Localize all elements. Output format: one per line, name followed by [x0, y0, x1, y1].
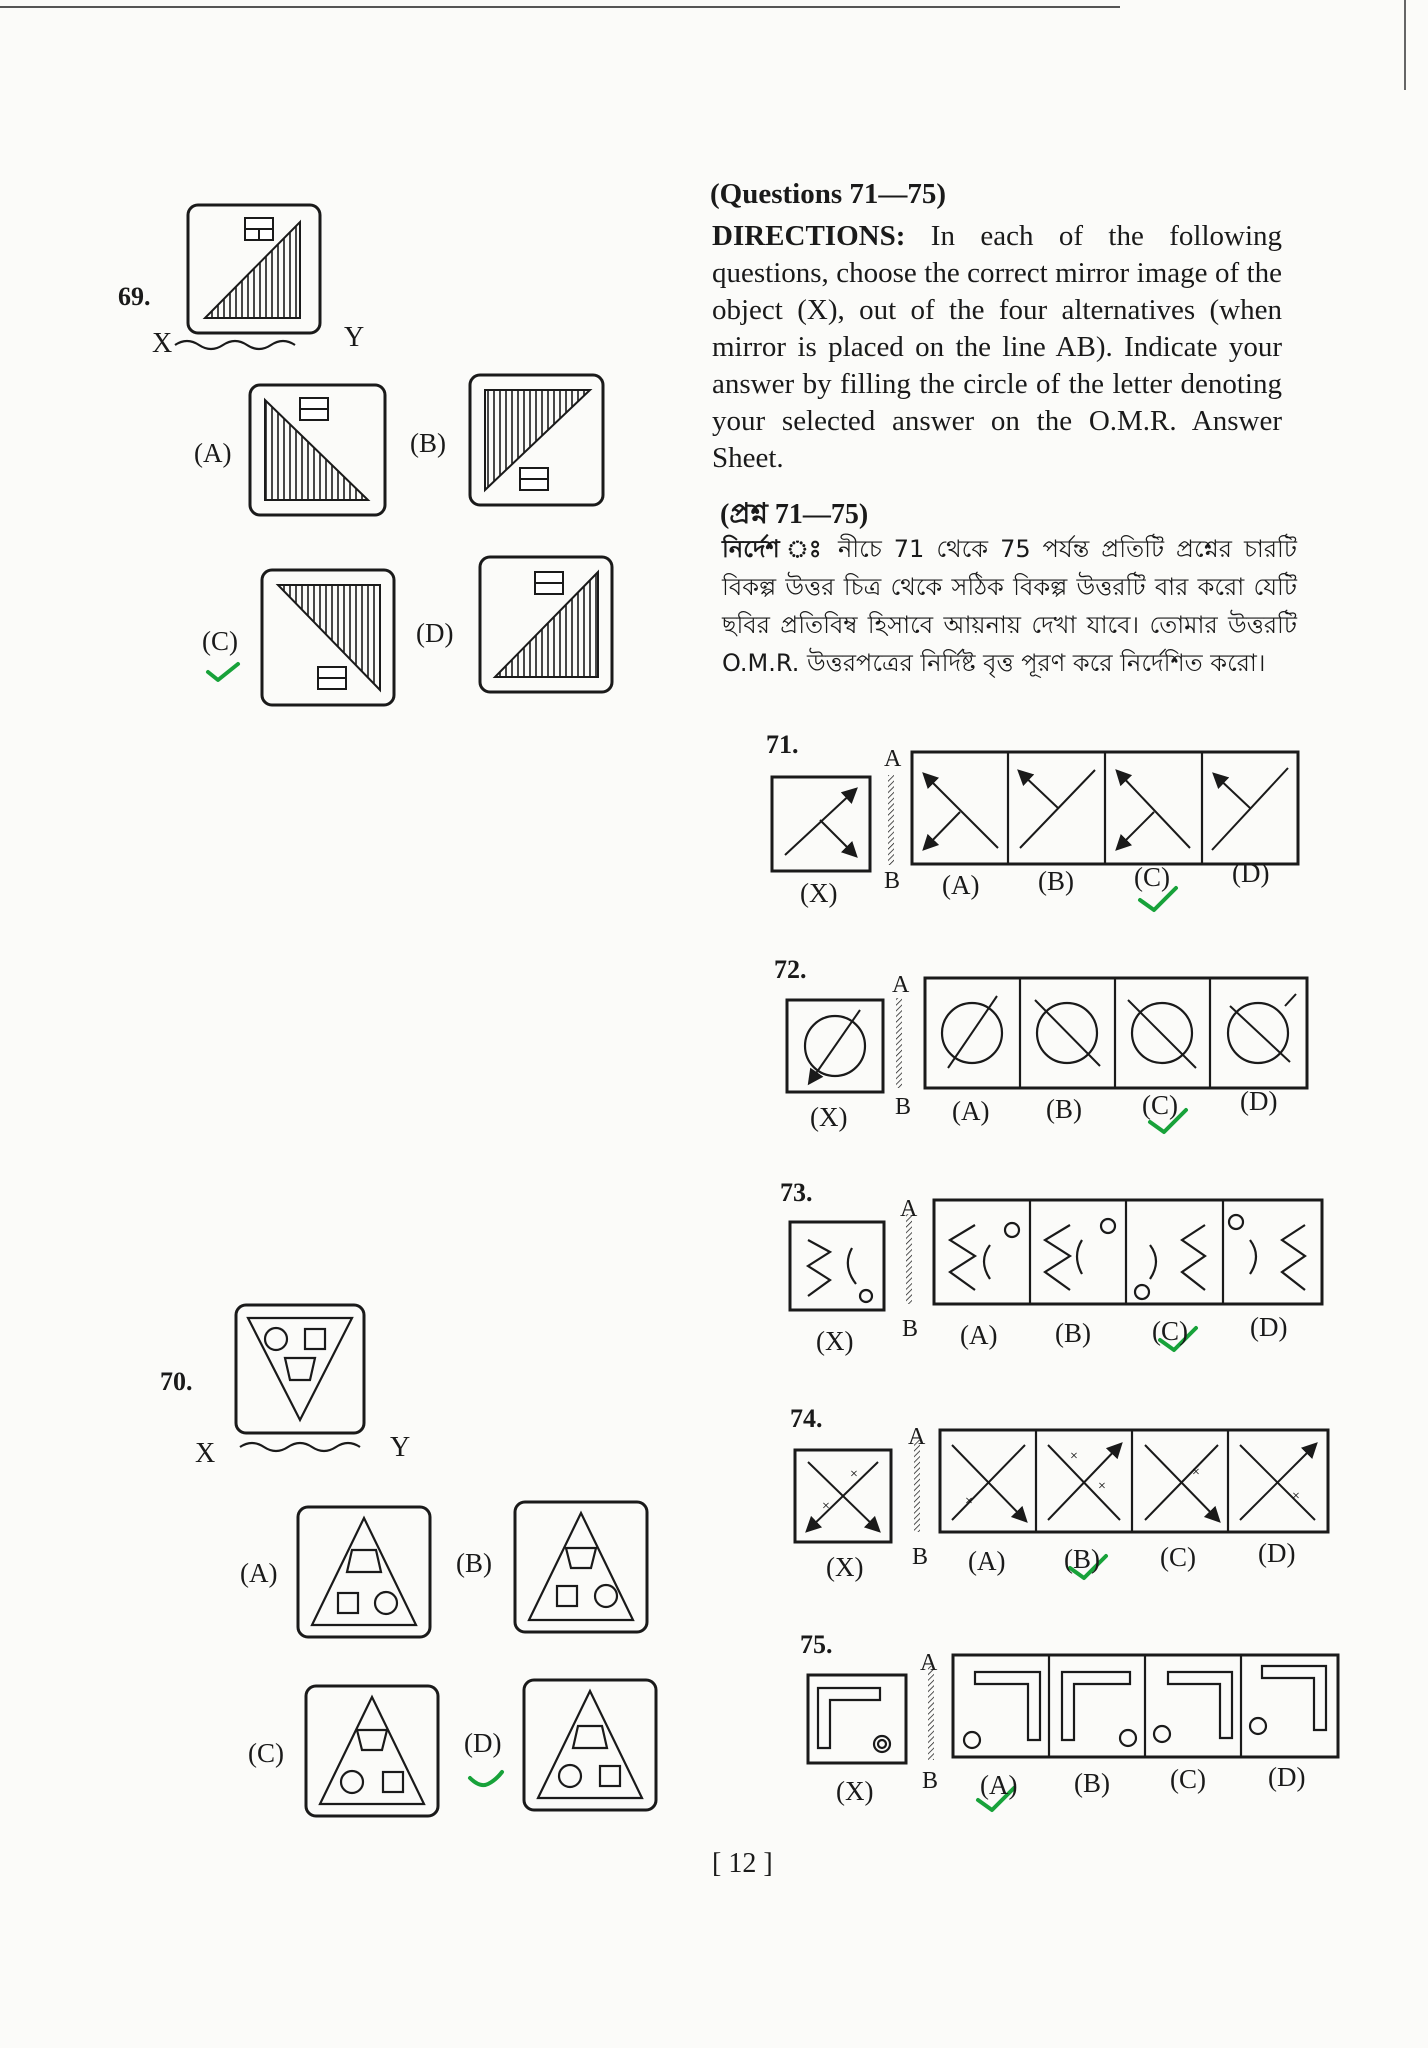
q69-label-a: (A) [194, 438, 232, 468]
q73-label-c: (C) [1152, 1316, 1188, 1346]
q69-y-label: Y [344, 322, 365, 353]
q72-x-label: (X) [810, 1102, 848, 1132]
q70-label-b: (B) [456, 1548, 492, 1578]
q75-label-b: (B) [1074, 1768, 1110, 1798]
q72-label-b: (B) [1046, 1094, 1082, 1124]
q74-label-c: (C) [1160, 1542, 1196, 1572]
q73-label-b: (B) [1055, 1318, 1091, 1348]
svg-text:×: × [1192, 1465, 1200, 1480]
q74-x-label: (X) [826, 1552, 864, 1582]
q70-label-c: (C) [248, 1738, 284, 1768]
q70-label-a: (A) [240, 1558, 278, 1588]
q74-mirror-a: A [908, 1424, 926, 1450]
q73-x-label: (X) [816, 1326, 854, 1356]
q71-label-b: (B) [1038, 866, 1074, 896]
q75-mirror-a: A [920, 1650, 938, 1676]
svg-text:×: × [822, 1499, 830, 1514]
bengali-directions-text: নীচে 71 থেকে 75 পর্যন্ত প্রতিটি প্রশ্নের চারটি বিকল্প উত্তর চিত্র থেকে সঠিক বিকল্প উত্তরটি বার করো যেটি ছবির প্রতিবিম্ব হিসাবে আয়নায় দেখা যাবে। তোমার উত্তরটি O.M.R. উত্তরপত্রের নির্দিষ্ট বৃত্ত পূরণ করে নির্দেশিত করো। [722, 535, 1297, 677]
svg-text:×: × [1098, 1479, 1106, 1494]
q70-label-d: (D) [464, 1728, 502, 1758]
q74-label-d: (D) [1258, 1538, 1296, 1568]
q74-figures [795, 1430, 1328, 1578]
q75-label-a: (A) [980, 1770, 1018, 1800]
q72-label-d: (D) [1240, 1086, 1278, 1116]
q74-label-b: (B) [1064, 1544, 1100, 1574]
q73-mirror-b: B [902, 1316, 919, 1342]
svg-text:×: × [1070, 1449, 1078, 1464]
directions-text: In each of the following questions, choose the correct mirror image of the object (X), out of the four alternatives (when mirror is placed on the line AB). Indicate your answer by filling the circle of the letter denoting your selected answer on the O.M.R. Answer Sheet. [712, 220, 1282, 474]
bengali-directions-heading: নির্দেশ ঃ [722, 535, 826, 563]
q71-number: 71. [766, 730, 799, 759]
q74-label-a: (A) [968, 1546, 1006, 1576]
q75-label-d: (D) [1268, 1762, 1306, 1792]
svg-text:×: × [1292, 1489, 1300, 1504]
q75-number: 75. [800, 1630, 833, 1659]
q72-mirror-a: A [892, 972, 910, 998]
q69-label-c: (C) [202, 626, 238, 656]
svg-text:×: × [850, 1467, 858, 1482]
q74-mirror-b: B [912, 1544, 929, 1570]
q72-label-c: (C) [1142, 1090, 1178, 1120]
q70-y-label: Y [390, 1432, 411, 1463]
questions-range-heading: (Questions 71—75) [710, 178, 947, 210]
directions-heading: DIRECTIONS: [712, 220, 906, 252]
q73-number: 73. [780, 1178, 813, 1207]
page-number: [ 12 ] [712, 1848, 773, 1879]
q75-mirror-b: B [922, 1768, 939, 1794]
q69-label-d: (D) [416, 618, 454, 648]
q75-figures [808, 1655, 1338, 1810]
q73-label-a: (A) [960, 1320, 998, 1350]
q69-x-label: X [152, 328, 173, 359]
q73-label-d: (D) [1250, 1312, 1288, 1342]
q74-number: 74. [790, 1404, 823, 1433]
q71-figures [772, 752, 1298, 910]
q71-x-label: (X) [800, 878, 838, 908]
q69-label-b: (B) [410, 428, 446, 458]
q75-label-c: (C) [1170, 1764, 1206, 1794]
q71-label-d: (D) [1232, 858, 1270, 888]
q70-x-label: X [195, 1438, 216, 1469]
q71-mirror-b: B [884, 868, 901, 894]
q70-number: 70. [160, 1367, 193, 1396]
q72-label-a: (A) [952, 1096, 990, 1126]
q72-number: 72. [774, 955, 807, 984]
q71-label-c: (C) [1134, 862, 1170, 892]
q75-x-label: (X) [836, 1776, 874, 1806]
bengali-range-heading: (প্রশ্ন 71—75) [720, 499, 869, 530]
q73-mirror-a: A [900, 1196, 918, 1222]
q71-label-a: (A) [942, 870, 980, 900]
q72-mirror-b: B [895, 1094, 912, 1120]
svg-text:×: × [965, 1494, 973, 1509]
q71-mirror-a: A [884, 746, 902, 772]
q69-number: 69. [118, 282, 151, 311]
